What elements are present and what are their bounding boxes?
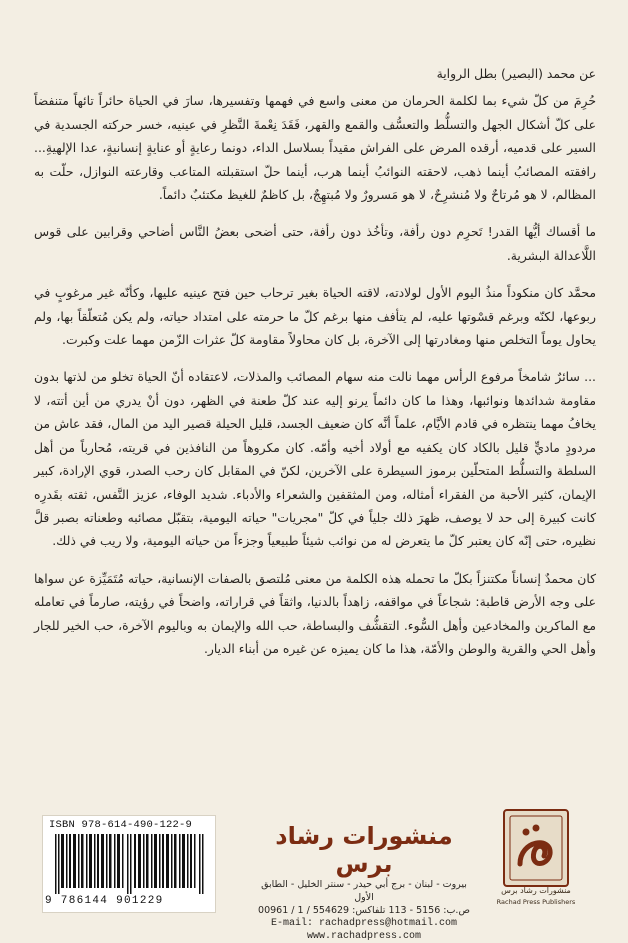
barcode-bars [53,834,207,894]
isbn-barcode [42,815,216,913]
publisher-name: منشورات رشاد برس [275,822,453,878]
blurb-paragraph-4: ... سائرٌ شامخاً مرفوع الرأس مهما نالت منه سهام المصائب والمذلات، لاعتقاده أنّ الحياة تخلو من لذتها بدون مقاومة شدائدها ونوائبها، وهذا ما كان دائماً يرنو إليه عند كلّ طعنة في الظهر، دون أنْ يدري من أين أتته، لا يخافُ مهما ينتظره في قادم الأيَّام، علماً أنَّه كان ضعيف الجسد، قليل الحيلة قصير اليد من المال، فقد عاش من مردودٍ ماديٍّ قليل بالكاد كان يكفيه مع أولاد أخيه وأمّه. كان مكروهاً من النافذين في قريته، مُحارباً من أهل السلطة والتسلُّط المتحلّين برموز السيطرة على الآخرين، لكنّ في المقابل كان رحب الصدر، قوي الإرادة، كبير الإيمان، كثير الأحبة من الفقراء أمثاله، ومن المثقفين والشعراء والأدباء. شديد الوفاء، عزيز النَّفس، ثقته بقَدرِه كانت كبيرة إلى حد لا يوصف، ظهرَ ذلك جلياً في كلّ "مجريات" حياته اليومية، بتقبّل مصائبه وطعناته بصبر قلَّ نظيره، حتى إنّه كان يعتبر كلّ ما يتعرض له من نوائب شيئاً طبيعياً وجزءاً من حياته اليومية، ولا ريب في ذلك. [34,369,596,549]
publisher-info [250,822,478,943]
blurb-text [34,62,596,674]
blurb-paragraph-2: ما أقساك أيُّها القدر! تَحرِم دون رأفة، وتأخُذ دون رأفة، حتى أضحى بعضُ النَّاس أضاحي وقرابين على قوس اللَّاعدالة البشرية. [34,224,596,263]
publisher-pobox: ص.ب: 5156 - 113 تلفاكس: 554629 / 1 / 00961 [258,905,470,916]
publisher-address: بيروت - لبنان - برج أبي حيدر - سنتر الخليل - الطابق الأول [261,879,467,903]
ean-digits: 9 786144 901229 [45,895,164,907]
blurb-paragraph-5: كان محمدٌ إنساناً مكتنزاً بكلّ ما تحمله هذه الكلمة من معنى مُلتصق بالصفات الإنسانية، حياته مُتَمَيِّزة عن سواها على وجه الأرض قاطبة: شجاعاً في مواقفه، زاهداً بالدنيا، واثقاً في قراراته، واضحاً في رؤيته، صارماً في تعامله مع الماكرين والمخادعين وأهل السُّوء. التقشُّف والبساطة، حب الله والإيمان به وباليوم الآخرة، حب الخير للجار وأهل الحي والقرية والوطن والأمّة، هذا ما كان يميزه عن غيره من أبناء الديار. [34,570,596,656]
blurb-heading: عن محمد (البصير) بطل الرواية [436,66,596,81]
publisher-website: www.rachadpress.com [306,931,422,942]
blurb-paragraph-1: حُرِمَ من كلّ شيء بما لكلمة الحرمان من معنى واسع في فهمها وتفسيرها، سارَ في الحياة حائراً تائهاً متنفضاً على كلّ أشكال الجهل والتسلُّط والتعسُّف والقمع والقهر، فَقَدَ نِعْمةَ النَّظرِ في عينيه، خسر حركته الجسدية في السير على قدميه، أرقده المرض على الفراش مقيداً بسلاسل الداء، دونما رعايةٍ أو عنايةٍ إنسانيةٍ، عدا الإلهيةِ... رافقته المصائبُ أينما ذهب، لاحقته النوائبُ أينما هرب، أينما حلّ استقبلته المتاعب وقارعته النوازل، حلّت به المظالم، لا هو مُرتاحٌ ولا مُنشرِحٌ، لا هو مَسرورٌ ولا مُبتهِجٌ، بل كاظمٌ للغيظ مكتئبٌ دائماً. [34,93,596,203]
logo-name-ar: منشورات رشاد برس [501,886,571,895]
logo-name-en: Rachad Press Publishers [496,898,576,906]
isbn-label: ISBN 978-614-490-122-9 [49,819,193,831]
publisher-email: E-mail: rachadpress@hotmail.com [270,918,458,929]
blurb-paragraph-3: محمَّد كان منكوداً منذُ اليوم الأول لولادته، لاقته الحياة بغير ترحاب حين فتح عينيه عليها، وكأنّه غير مرغوبٍ في ربوعها، لكنّه وبرغم قسْوتها عليه، لم يتأفف منها برغم كلّ ما حرمته على امتداد حياته، ولم يكن مُتعلّقاً بها، ولم يحاول يوماً التخلص منها ومغادرتها إلى الآخرة، بل كان محاولاً مقاومة كلّ عثرات الزّمن مهما علت وكبرت. [34,285,596,348]
